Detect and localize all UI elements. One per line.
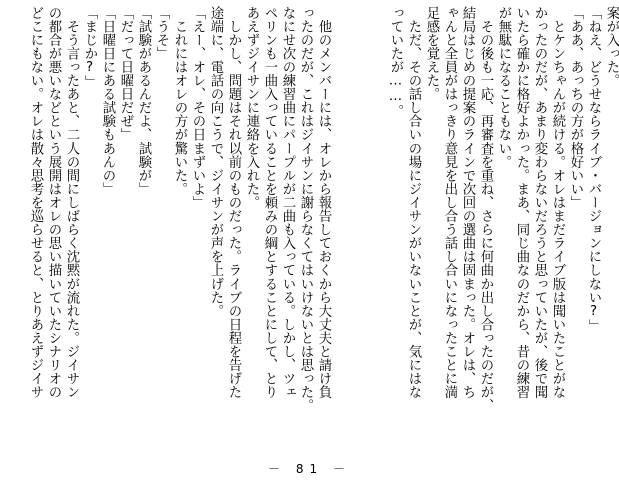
text-line: とケンちゃんが続ける。オレはまだライブ版は聞いたことがな bbox=[550, 6, 565, 399]
text-line: の都合が悪いなどという展開はオレの思い描いていたシナリオの bbox=[46, 6, 61, 399]
text-line: ゃんと全員がはっきり意見を出し合う話し合いになったことに満 bbox=[442, 6, 457, 399]
text-line: 他のメンバーには、オレから報告しておくから大丈夫と請け負 bbox=[316, 6, 331, 399]
text-line: これにはオレの方が驚いた。 bbox=[172, 6, 187, 196]
text-line: 途端に、電話の向こうで、ジイサンが声を上げた。 bbox=[208, 6, 223, 318]
page-number: － 81 － bbox=[268, 462, 351, 476]
text-line: ペリンも一曲入っていることを頼みの綱とすることにして、とり bbox=[262, 6, 277, 399]
text-line: ただ、その話し合いの場にジイサンがいないことが、気にはな bbox=[406, 6, 421, 399]
text-line: 「試験があるんだよ、試験が」 bbox=[136, 6, 151, 196]
text-line: 「ねえ、どうせならライブ・バージョンにしない?」 bbox=[586, 6, 601, 333]
text-line: あえずジイサンに連絡を入れた。 bbox=[244, 6, 259, 210]
text-line: 「まじか?」 bbox=[82, 6, 97, 89]
text-line: どこにもない。オレは散々思考を巡らせると、とりあえずジイサ bbox=[28, 6, 43, 399]
text-line: っていたが……。 bbox=[388, 6, 403, 118]
text-line: が無駄になることもない。 bbox=[496, 6, 511, 169]
text-line: 「だって日曜日だぜ」 bbox=[118, 6, 133, 142]
text-line: 結局はじめの提案のラインで次回の選曲は固まった。オレは、ち bbox=[460, 6, 475, 399]
text-line: 「うそ」 bbox=[154, 6, 169, 61]
text-line: 足感を覚えた。 bbox=[424, 6, 439, 101]
text-line: その後も一応、再審査を重ね、さらに何曲か出し合ったのだが、 bbox=[478, 6, 493, 413]
text-line: ったのだが、これはジイサンに謝らなくてはいけないとは思った。 bbox=[298, 6, 313, 413]
text-line: しかし、問題はそれ以前のものだった。ライブの日程を告げた bbox=[226, 6, 241, 399]
text-line: 「日曜日にある試験もあんの」 bbox=[100, 6, 115, 196]
text-line: なにせ次の練習曲にパープルが二曲も入っている。しかし、ツェ bbox=[280, 6, 295, 399]
text-line: そう言ったあと、二人の間にしばらく沈黙が流れた。ジイサン bbox=[64, 6, 79, 399]
text-line: 「えー、オレ、その日まずいよ」 bbox=[190, 6, 205, 210]
text-line: いたら確かに格好よかった。まあ、同じ曲なのだから、昔の練習 bbox=[514, 6, 529, 399]
text-line: 「ああ、あっちの方が格好いい」 bbox=[568, 6, 583, 210]
text-line: 案が入った。 bbox=[604, 6, 619, 88]
text-line: かったのだが、あまり変わらないだろうと思っていたが、後で聞 bbox=[532, 6, 547, 399]
